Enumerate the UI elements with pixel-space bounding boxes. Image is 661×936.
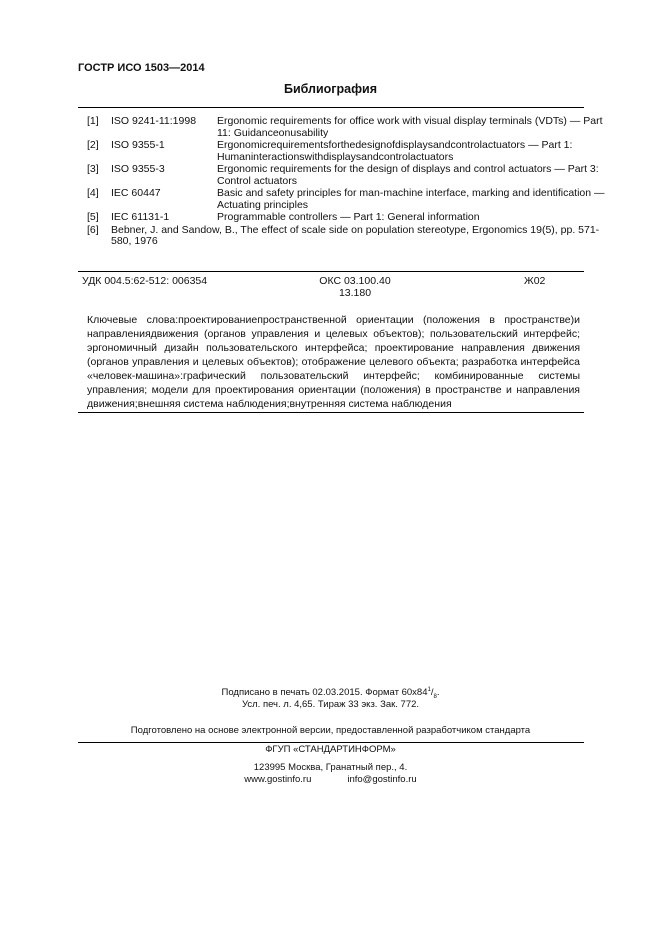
entry-number: [5] — [87, 211, 99, 223]
print-info: Усл. печ. л. 4,65. Тираж 33 экз. Зак. 772. — [241, 699, 420, 710]
entry-text: Ergonomic requirements for office work with visual display terminals (VDTs) — Part 11: Guidanceonusability — [217, 115, 603, 139]
oks-line: ОКС 03.100.40 — [319, 275, 391, 287]
page-title: Библиография — [283, 82, 378, 96]
keywords: Ключевые слова:проектированиепространственной ориентации (положения в пространстве)и направлениядвижения (органов управления и целевых объектов); пользовательский интерфейс; эргономичный дизайн пользовательского интерфейса; проектирование направления движения (органов управления и целевых объектов); отображение целевого объекта; разработка интерфейса «человек-машина»:графический пользовательский интерфейс; комбинированные системы управления; модели для проектирования ориентации (положения) в пространстве и направления движения;внешняя система наблюдения;внутренняя система наблюдения — [87, 314, 580, 410]
email-link[interactable]: info@gostinfo.ru — [347, 774, 417, 785]
oks-code — [300, 275, 410, 299]
bibliography-entry — [87, 188, 607, 211]
bibliography-entry — [87, 140, 607, 163]
format-sup: 1 — [427, 687, 431, 693]
entry-code: ISO 9241-11:1998 — [111, 115, 197, 127]
bibliography-entry — [87, 225, 607, 248]
entry-text: Programmable controllers — Part 1: General information — [217, 211, 480, 223]
udk-code: УДК 004.5:62-512: 006354 — [82, 275, 208, 287]
keywords-divider — [78, 412, 584, 413]
top-divider — [78, 107, 584, 108]
entry-number: [4] — [87, 187, 99, 199]
group-code: Ж02 — [524, 275, 546, 287]
entry-text: Ergonomicrequirementsforthedesignofdisplaysandcontrolactuators — Part 1: Humaninteractionswithdisplaysandcontrolactuators — [217, 139, 573, 163]
publisher: ФГУП «СТАНДАРТИНФОРМ» — [265, 744, 396, 755]
entry-code: ISO 9355-1 — [111, 139, 165, 151]
contacts — [0, 772, 661, 787]
prepared-note: Подготовлено на основе электронной версии, предоставленной разработчиком стандарта — [130, 725, 531, 736]
standard-number: ГОСТР ИСО 1503—2014 — [78, 62, 205, 74]
bibliography-entry — [87, 212, 607, 224]
entry-number: [3] — [87, 163, 99, 175]
entry-code: IEC 61131-1 — [111, 211, 170, 223]
website-link[interactable]: www.gostinfo.ru — [244, 774, 312, 785]
signed-info: Подписано в печать 02.03.2015. Формат $60x84^1/_8$. — [221, 687, 440, 701]
bibliography-entry — [87, 116, 607, 139]
entry-text: Basic and safety principles for man-machine interface, marking and identification — Actuating principles — [217, 187, 605, 211]
entry-number: [6] — [87, 223, 99, 236]
bibliography-list — [87, 116, 607, 249]
entry-code: ISO 9355-3 — [111, 163, 165, 175]
entry-text: Bebner, J. and Sandow, B., The effect of scale side on population stereotype, Ergonomics 19(5), pp. 571-580, 1976 — [111, 223, 600, 247]
address: 123995 Москва, Гранатный пер., 4. — [253, 762, 408, 773]
entry-code: IEC 60447 — [111, 187, 161, 199]
entry-text: Ergonomic requirements for the design of displays and control actuators — Part 3: Control actuators — [217, 163, 599, 187]
entry-number: [1] — [87, 115, 99, 127]
oks-line: 13.180 — [338, 287, 372, 299]
format-sub: 8 — [433, 694, 437, 701]
classification-divider — [78, 271, 584, 272]
signed-text: Подписано в печать 02.03.2015. Формат 60x84 — [221, 687, 428, 699]
bibliography-entry — [87, 164, 607, 187]
signed-suffix: . — [436, 687, 440, 699]
entry-number: [2] — [87, 139, 99, 151]
